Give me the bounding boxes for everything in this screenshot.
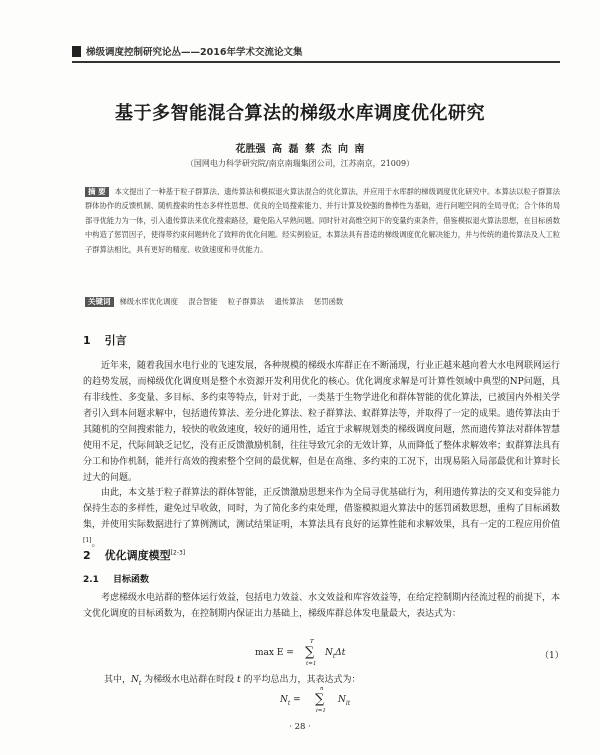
paper-authors: 花胜强 高 磊 蔡 杰 向 南 bbox=[235, 144, 365, 155]
section-2-number: 2 bbox=[83, 549, 91, 562]
intro-paragraph-1: 近年来，随着我国水电行业的飞速发展，各种规模的梯级水库群正在不断涌现，行业正越来越向着大水电网联网运行的趋势发展，而梯级优化调度则是整个水资源开发利用优化的核心。优化调度求解是可计算性领域中典型的NP问题，具有非线性、多变量、多目标、多约束等特点，针对于此，一类基于生物学进化和群体智能的优化算法，已被国内外相关学者引入到本问题求解中，包括遗传算法、差分进化算法、粒子群算法、蚁群算法等，并取得了一定的成果。遗传算法由于其随机的空间搜索能力，较快的收敛速度，较好的通用性，适宜于求解规划类的梯级调度问题，然而遗传算法对群体智慧使用不足，代际间缺乏记忆，没有正反馈激励机制，往往导致冗余的无效计算，从而降低了整体求解效率；蚁群算法具有分工和协作机制，能并行高效的搜索整个空间的最优解，但是在高维、多约束的工况下，出现易陷入局部最优和计算时长过大的问题。 bbox=[83, 361, 561, 483]
section-2-1-title: 目标函数 bbox=[112, 575, 149, 585]
equation-1-description bbox=[104, 672, 361, 687]
eq1-desc-a: 其中， bbox=[104, 675, 132, 685]
section-2-title: 优化调度模型 bbox=[104, 549, 171, 562]
section-2-1-heading bbox=[83, 572, 149, 585]
section-2-1-number: 2.1 bbox=[83, 575, 99, 585]
intro-paragraph-2-end: 。 bbox=[91, 539, 101, 549]
page-number: · 28 · bbox=[289, 722, 311, 732]
equation-1-sum-top: T bbox=[310, 639, 314, 645]
equation-1-rhs bbox=[325, 648, 345, 660]
section-2-citation: [2-3] bbox=[170, 549, 186, 557]
abstract-label: 摘 要 bbox=[85, 187, 109, 197]
equation-1-N: N bbox=[325, 648, 333, 658]
equation-1-sum-bottom: t=1 bbox=[306, 661, 317, 667]
running-title: 梯级调度控制研究论丛——2016年学术交流论文集 bbox=[86, 47, 303, 58]
running-header bbox=[72, 40, 560, 60]
eq1-desc-N: N bbox=[131, 675, 139, 685]
equation-2-N-sub: t bbox=[287, 699, 291, 707]
section-1-title: 引言 bbox=[104, 334, 127, 347]
section-1-number: 1 bbox=[83, 334, 91, 347]
keywords-text: 梯级水库优化调度 混合智能 粒子群算法 遗传算法 惩罚函数 bbox=[119, 297, 344, 306]
section-2-heading bbox=[83, 547, 185, 563]
equation-2-eq: = bbox=[290, 695, 301, 705]
equation-2 bbox=[0, 688, 600, 714]
equation-2-Ni: N bbox=[338, 695, 346, 705]
keywords bbox=[85, 297, 560, 307]
equation-2-Ni-sub: it bbox=[345, 699, 351, 707]
equation-2-lhs bbox=[280, 695, 301, 707]
equation-1-N-sub: t bbox=[332, 652, 336, 660]
header-mark-icon bbox=[72, 46, 81, 57]
paper-affiliation: （国网电力科学研究院/南京南瑞集团公司，江苏南京，21009） bbox=[185, 159, 415, 168]
abstract bbox=[85, 185, 560, 257]
eq1-desc-t: t bbox=[237, 675, 241, 685]
equation-1 bbox=[0, 640, 600, 670]
equation-1-sum-icon: ∑ bbox=[305, 645, 315, 660]
equation-2-sum-bottom: i=1 bbox=[316, 708, 326, 714]
equation-1-dt: Δt bbox=[335, 648, 346, 658]
equation-2-sum-top: n bbox=[320, 686, 324, 692]
objective-paragraph: 考虑梯级水电站群的整体运行效益，包括电力效益、水文效益和库容效益等，在给定控制期内径流过程的前提下，本文优化调度的目标函数为，在控制期内保证出力基础上，梯级库群总体发电量最大，表达式为： bbox=[83, 593, 561, 619]
equation-2-rhs bbox=[338, 695, 350, 707]
equation-1-lhs: max E = bbox=[255, 648, 294, 658]
paper-title: 基于多智能混合算法的梯级水库调度优化研究 bbox=[115, 103, 485, 124]
equation-1-number: （1） bbox=[540, 651, 564, 661]
intro-paragraph-2 bbox=[83, 485, 560, 552]
equation-2-N: N bbox=[280, 695, 288, 705]
abstract-text: 本文提出了一种基于粒子群算法、遗传算法和模拟退火算法混合的优化算法，并应用于水库群的梯级调度优化研究中。本算法以粒子群算法群体协作的反馈机制、随机搜索的性态多样性思想、优良的全局搜索能力、并行计算及较强的鲁棒性为基础，进行问题空间的全局寻优；合个体的局部寻优能力为一体，引入遗传算法来优化搜索路径，避免陷入早熟问题。同时针对高维空间下的变量约束条件，借鉴模拟退火算法思想，在目标函数中构造了惩罚因子，使得带约束问题转化了致粹的优化问题。经实例验证，本算法具有普适的梯级调度优化解决能力，并与传统的遗传算法及人工粒子群算法相比，具有更好的精度、收敛速度和寻优能力。 bbox=[85, 187, 560, 254]
eq1-desc-N-sub: t bbox=[138, 679, 142, 687]
header-rule bbox=[72, 61, 560, 63]
intro-paragraph-2-text: 由此，本文基于粒子群算法的群体智能，正反馈激励思想来作为全局寻优基础行为，利用遗传算法的交叉和变异能力保持生态的多样性，避免过早收敛，同时，为了简化多约束处理，借鉴模拟退火算法中的惩罚函数思想，重构了目标函数集，并使用实际数据进行了算例测试，测试结果证明，本算法具有良好的运算性能和求解效果，具有一定的工程应用价值 bbox=[83, 488, 561, 530]
section-1-heading bbox=[83, 332, 127, 348]
equation-2-sum-icon: ∑ bbox=[315, 692, 325, 707]
eq1-desc-b: 为梯级水电站群在时段 bbox=[141, 675, 238, 685]
citation-1: [1] bbox=[83, 537, 92, 544]
eq1-desc-c: 的平均总出力，其表达式为： bbox=[240, 675, 361, 685]
keywords-label: 关键词 bbox=[85, 297, 114, 307]
